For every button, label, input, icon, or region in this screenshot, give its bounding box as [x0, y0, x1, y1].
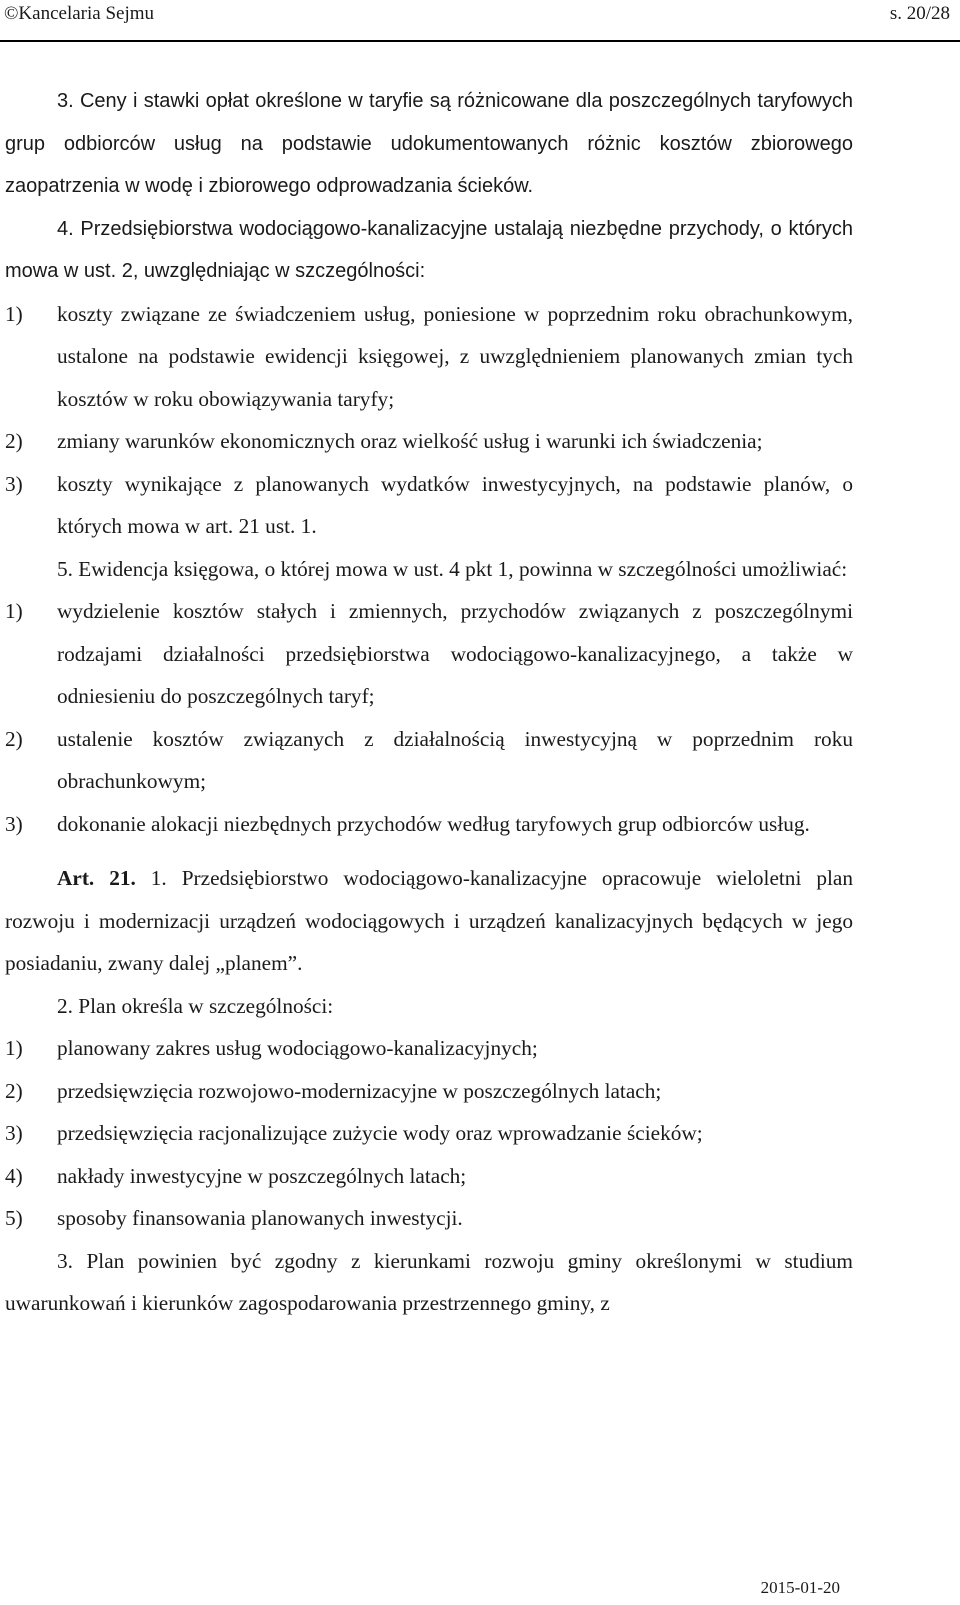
- list-item: [5, 803, 853, 846]
- list-item-text: planowany zakres usług wodociągowo-kanalizacyjnych;: [57, 1036, 538, 1060]
- list-item-number: 3): [5, 471, 23, 496]
- list-item-text: koszty wynikające z planowanych wydatków inwestycyjnych, na podstawie planów, o których mowa w art. 21 ust. 1.: [57, 471, 853, 538]
- list-item-number: 1): [5, 599, 23, 623]
- list-item: [5, 293, 853, 421]
- list-item: [5, 718, 853, 803]
- paragraph-ust-3: 3. Ceny i stawki opłat określone w taryfie są różnicowane dla poszczególnych taryfowych grup odbiorców usług na podstawie udokumentowanych różnic kosztów zbiorowego zaopatrzenia w wodę i zbiorowego odprowadzania ścieków.: [5, 90, 853, 197]
- page-header: [0, 0, 960, 42]
- list-item-text: przedsięwzięcia rozwojowo-modernizacyjne w poszczególnych latach;: [57, 1078, 662, 1103]
- list-item: [5, 1197, 853, 1240]
- list-item-number: 2): [5, 429, 23, 453]
- article-21-text: 1. Przedsiębiorstwo wodociągowo-kanalizacyjne opracowuje wieloletni plan rozwoju i modernizacji urządzeń wodociągowych i urządzeń kanalizacyjnych będących w jego posiadaniu, zwany dalej „planem”.: [5, 866, 853, 975]
- footer-date: 2015-01-20: [760, 1578, 840, 1597]
- article-label: Art. 21.: [57, 866, 136, 890]
- list-item-text: nakłady inwestycyjne w poszczególnych latach;: [57, 1163, 467, 1188]
- list-item-number: 4): [5, 1163, 23, 1188]
- list-item: [5, 420, 853, 463]
- list-item-number: 1): [5, 1036, 23, 1060]
- list-item: [5, 463, 853, 548]
- copyright-label: ©Kancelaria Sejmu: [4, 3, 155, 24]
- list-item-number: 1): [5, 301, 23, 326]
- list-item-text: dokonanie alokacji niezbędnych przychodów według taryfowych grup odbiorców usług.: [57, 811, 810, 836]
- paragraph-ust-5: 5. Ewidencja księgowa, o której mowa w ust. 4 pkt 1, powinna w szczególności umożliwiać:: [57, 556, 848, 581]
- list-item: [5, 1027, 853, 1070]
- list-item-number: 3): [5, 1121, 23, 1145]
- list-item: [5, 590, 853, 718]
- list-item: [5, 1070, 853, 1113]
- list-item: [5, 1112, 853, 1155]
- list-item-text: wydzielenie kosztów stałych i zmiennych, przychodów związanych z poszczególnymi rodzajami działalności przedsiębiorstwa wodociągowo-kanalizacyjnego, a także w odniesieniu do poszczególnych taryf;: [57, 599, 853, 708]
- paragraph-ust-4: 4. Przedsiębiorstwa wodociągowo-kanalizacyjne ustalają niezbędne przychody, o których mowa w ust. 2, uwzględniając w szczególności:: [5, 217, 853, 282]
- document-body: [5, 80, 853, 1325]
- list-item-text: zmiany warunków ekonomicznych oraz wielkość usług i warunki ich świadczenia;: [57, 429, 763, 453]
- list-item-text: ustalenie kosztów związanych z działalnością inwestycyjną w poprzednim roku obrachunkowym;: [57, 726, 853, 793]
- paragraph-art21-ust-3: 3. Plan powinien być zgodny z kierunkami rozwoju gminy określonymi w studium uwarunkowań i kierunków zagospodarowania przestrzennego gminy, z: [5, 1248, 853, 1315]
- list-item-number: 5): [5, 1206, 23, 1230]
- list-item-text: sposoby finansowania planowanych inwestycji.: [57, 1206, 463, 1230]
- list-item-number: 2): [5, 1078, 23, 1103]
- paragraph-art21-ust-2: 2. Plan określa w szczególności:: [57, 993, 334, 1018]
- page-number: s. 20/28: [889, 3, 950, 24]
- list-item-number: 2): [5, 726, 23, 751]
- article-21: [5, 857, 853, 985]
- list-item-text: koszty związane ze świadczeniem usług, poniesione w poprzednim roku obrachunkowym, ustalone na podstawie ewidencji księgowej, z uwzględnieniem planowanych zmian tych kosztów w roku obowiązywania taryfy;: [57, 301, 853, 411]
- list-item-text: przedsięwzięcia racjonalizujące zużycie wody oraz wprowadzanie ścieków;: [57, 1121, 703, 1145]
- list-item-number: 3): [5, 811, 23, 836]
- list-item: [5, 1155, 853, 1198]
